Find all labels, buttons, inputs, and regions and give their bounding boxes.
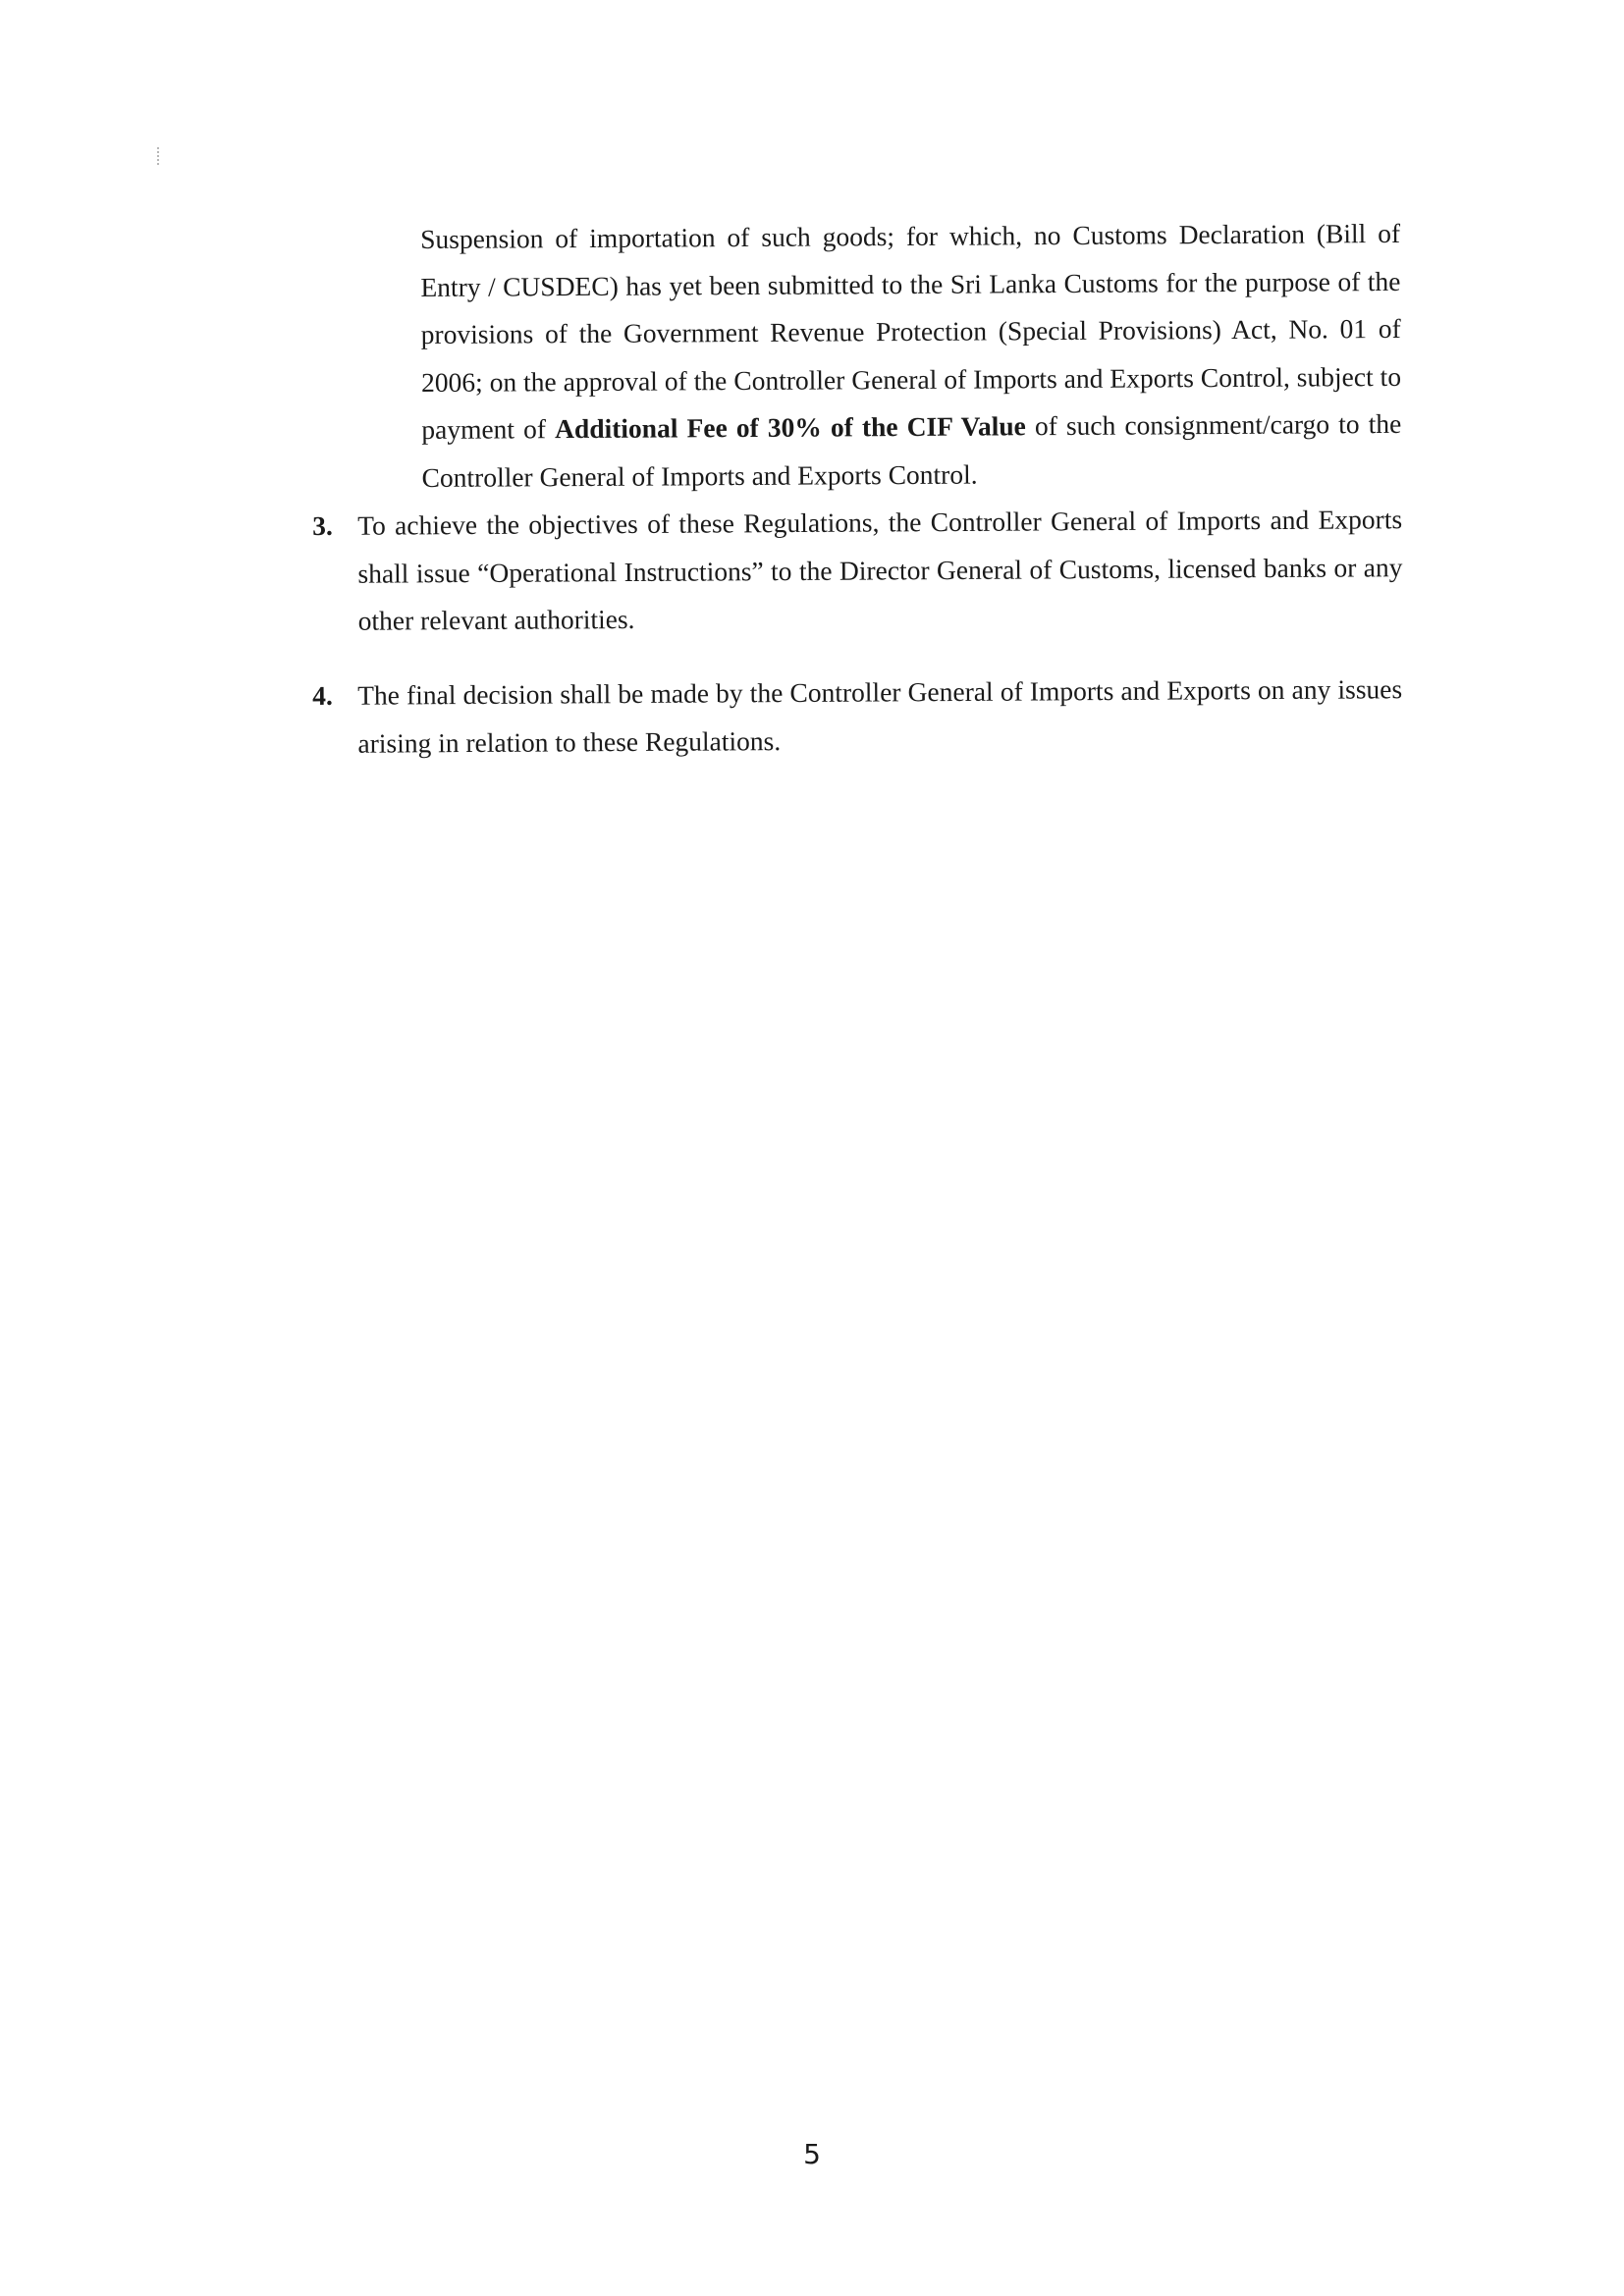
page-number: 5 [803,2138,821,2170]
paragraph-text-after-bold: of such consignment/cargo to the Controller General of Imports and Exports Control. [421,407,1402,492]
item-number: 4. [312,679,333,711]
item-number: 3. [312,509,333,541]
paragraph-bold-text: Additional Fee of 30% of the CIF Value [555,409,1026,444]
continuation-paragraph [420,209,1402,501]
numbered-item-4 [312,666,1403,768]
scan-mark [157,147,163,165]
item-text: The final decision shall be made by the Controller General of Imports and Exports on any issues arising in relation to these Regulations. [357,673,1403,759]
paragraph-text-before-bold: Suspension of importation of such goods; for which, no Customs Declaration (Bill of Entry / CUSDEC) has yet been submitted to the Sri Lanka Customs for the purpose of the provisions of the Government Revenue Protection (Special Provisions) Act, No. 01 of 2006; on the approval of the Controller General of Imports and Exports Control, subject to payment of [420,217,1402,445]
numbered-item-3 [312,496,1403,645]
item-text: To achieve the objectives of these Regulations, the Controller General of Imports and Exports shall issue “Operational Instructions” to the Director General of Customs, licensed banks or any other relevant authorities. [357,504,1403,636]
